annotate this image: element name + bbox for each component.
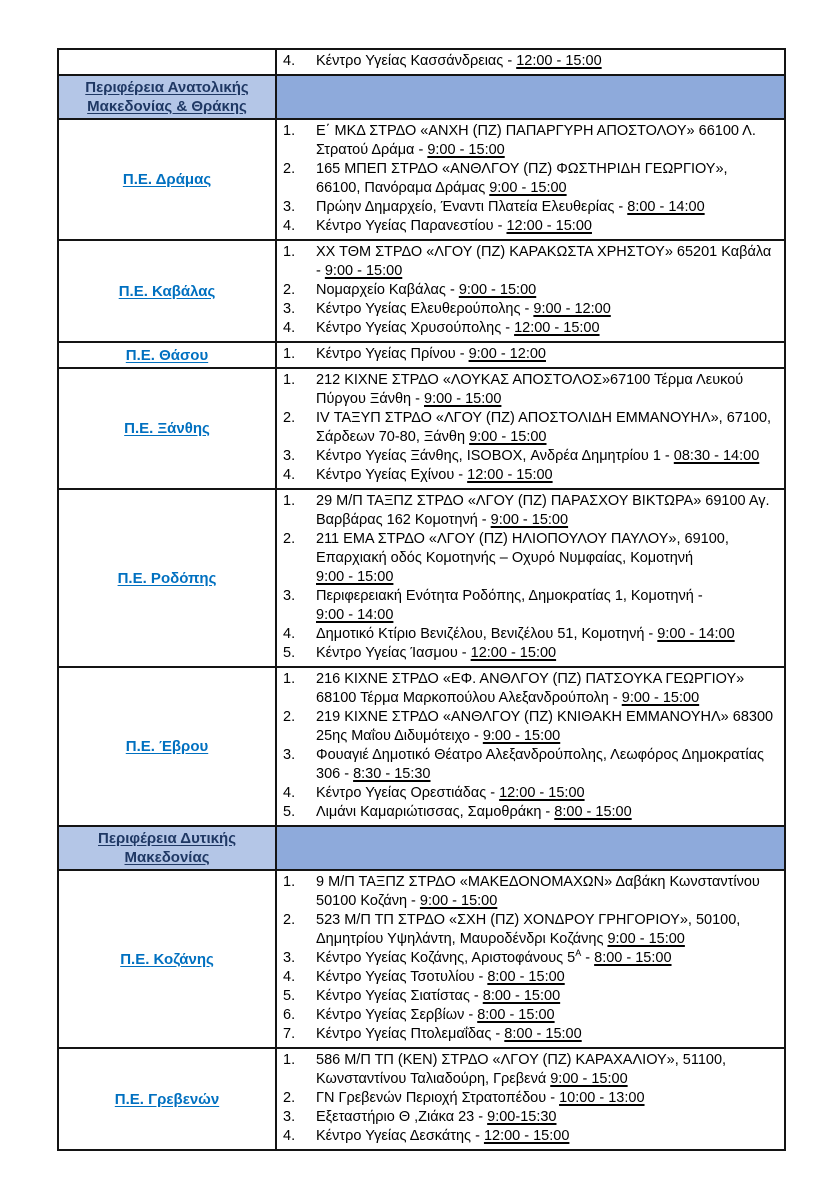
region-row bbox=[59, 488, 784, 666]
item-number: 5. bbox=[283, 988, 296, 1004]
location-name: Κέντρο Υγείας Κοζάνης, Αριστοφάνους 5 bbox=[316, 950, 576, 966]
location-name: Φουαγιέ Δημοτικό Θέατρο Αλεξανδρούπολης, Λεωφόρος Δημοκρατίας 306 - bbox=[316, 747, 764, 782]
item-number: 2. bbox=[283, 709, 296, 725]
section-header-right-cell bbox=[277, 827, 784, 869]
location-text bbox=[316, 1025, 776, 1044]
location-name: 9 Μ/Π ΤΑΞΠΖ ΣΤΡΔΟ «ΜΑΚΕΔΟΝΟΜΑΧΩΝ» Δαβάκη Κωνσταντίνου 50100 Κοζάνη - bbox=[316, 874, 760, 909]
item-number: 4. bbox=[283, 1128, 296, 1144]
visit-hours: 10:00 - 13:00 bbox=[559, 1090, 645, 1106]
location-name: Δημοτικό Κτίριο Βενιζέλου, Βενιζέλου 51, Κομοτηνή - bbox=[316, 626, 658, 642]
location-item bbox=[283, 319, 776, 338]
locations-cell bbox=[277, 343, 784, 367]
region-row bbox=[59, 666, 784, 825]
section-header-link[interactable]: Περιφέρεια Ανατολικής Μακεδονίας & Θράκης bbox=[85, 79, 249, 115]
regions-table bbox=[57, 48, 786, 1151]
location-item bbox=[283, 371, 776, 409]
region-cell bbox=[59, 369, 277, 488]
visit-hours: 9:00 - 15:00 bbox=[316, 569, 394, 585]
item-number: 2. bbox=[283, 282, 296, 298]
item-number: 4. bbox=[283, 785, 296, 801]
visit-hours: 9:00 - 15:00 bbox=[489, 180, 567, 196]
item-number: 1. bbox=[283, 874, 296, 890]
visit-hours: 9:00 - 15:00 bbox=[490, 512, 569, 528]
section-header-link[interactable]: Περιφέρεια Δυτικής Μακεδονίας bbox=[98, 830, 236, 866]
location-item bbox=[283, 1127, 776, 1146]
superscript-letter: Α bbox=[575, 948, 582, 959]
item-number: 1. bbox=[283, 1052, 296, 1068]
region-cell bbox=[59, 871, 277, 1047]
section-header-row bbox=[59, 74, 784, 118]
location-name: 523 Μ/Π ΤΠ ΣΤΡΔΟ «ΣΧΗ (ΠΖ) ΧΟΝΔΡΟΥ ΓΡΗΓΟΡΙΟΥ», 50100, Δημητρίου Υψηλάντη, Μαυροδένδρι Κοζάνης bbox=[316, 912, 741, 947]
item-number: 3. bbox=[283, 588, 296, 604]
location-text bbox=[316, 319, 776, 338]
separator-dash: - bbox=[581, 950, 595, 966]
location-name: Περιφερειακή Ενότητα Ροδόπης, Δημοκρατίας 1, Κομοτηνή - bbox=[316, 588, 703, 604]
visit-hours: 9:00 - 15:00 bbox=[550, 1071, 628, 1087]
visit-hours: 8:00 - 15:00 bbox=[594, 950, 672, 966]
item-number: 2. bbox=[283, 912, 296, 928]
visit-hours: 9:00-15:30 bbox=[487, 1109, 557, 1125]
location-item bbox=[283, 409, 776, 447]
location-text bbox=[316, 300, 776, 319]
location-name: 29 Μ/Π ΤΑΞΠΖ ΣΤΡΔΟ «ΛΓΟΥ (ΠΖ) ΠΑΡΑΣΧΟΥ ΒΙΚΤΩΡΑ» 69100 Αγ. Βαρβάρας 162 Κομοτηνή - bbox=[316, 493, 770, 528]
location-name: Κέντρο Υγείας Χρυσούπολης - bbox=[316, 320, 515, 336]
region-row bbox=[59, 1047, 784, 1149]
visit-hours: 12:00 - 15:00 bbox=[467, 467, 553, 483]
visit-hours: 12:00 - 15:00 bbox=[506, 218, 592, 234]
location-text bbox=[316, 587, 776, 625]
location-item bbox=[283, 217, 776, 236]
locations-cell bbox=[277, 490, 784, 666]
location-name: ΓΝ Γρεβενών Περιοχή Στρατοπέδου - bbox=[316, 1090, 560, 1106]
locations-cell bbox=[277, 1049, 784, 1149]
location-item bbox=[283, 122, 776, 160]
location-text bbox=[316, 409, 776, 447]
location-item bbox=[283, 1006, 776, 1025]
region-link[interactable]: Π.Ε. Καβάλας bbox=[118, 282, 216, 300]
location-text bbox=[316, 160, 776, 198]
location-text bbox=[316, 708, 776, 746]
location-item bbox=[283, 447, 776, 466]
region-link[interactable]: Π.Ε. Ροδόπης bbox=[117, 569, 217, 587]
locations-cell bbox=[277, 241, 784, 341]
locations-cell bbox=[277, 120, 784, 239]
location-text bbox=[316, 1089, 776, 1108]
item-number: 4. bbox=[283, 467, 296, 483]
location-text bbox=[316, 1051, 776, 1089]
location-text bbox=[316, 644, 776, 663]
location-item bbox=[283, 198, 776, 217]
visit-hours: 9:00 - 15:00 bbox=[621, 690, 700, 706]
locations-cell bbox=[277, 668, 784, 825]
visit-hours: 8:00 - 14:00 bbox=[627, 199, 705, 215]
visit-hours: 9:00 - 15:00 bbox=[424, 391, 502, 407]
location-text bbox=[316, 1127, 776, 1146]
region-link[interactable]: Π.Ε. Θάσου bbox=[125, 346, 209, 364]
location-name: Νομαρχείο Καβάλας - bbox=[316, 282, 459, 298]
visit-hours: 9:00 - 12:00 bbox=[533, 301, 611, 317]
visit-hours: 9:00 - 15:00 bbox=[427, 142, 505, 158]
item-number: 1. bbox=[283, 671, 296, 687]
region-link[interactable]: Π.Ε. Κοζάνης bbox=[120, 950, 214, 968]
visit-hours: 12:00 - 15:00 bbox=[483, 1128, 570, 1144]
location-item bbox=[283, 987, 776, 1006]
location-name: Κέντρο Υγείας Τσοτυλίου - bbox=[316, 969, 488, 985]
item-number: 4. bbox=[283, 969, 296, 985]
location-item bbox=[283, 1025, 776, 1044]
location-item bbox=[283, 530, 776, 587]
location-item bbox=[283, 784, 776, 803]
location-item bbox=[283, 300, 776, 319]
section-header-row bbox=[59, 825, 784, 869]
region-cell bbox=[59, 1049, 277, 1149]
location-item bbox=[283, 803, 776, 822]
location-text bbox=[316, 873, 776, 911]
location-name: 216 ΚΙΧΝΕ ΣΤΡΔΟ «ΕΦ. ΑΝΘΛΓΟΥ (ΠΖ) ΠΑΤΣΟΥΚΑ ΓΕΩΡΓΙΟΥ» 68100 Τέρμα Μαρκοπούλου Αλεξανδρούπολη - bbox=[316, 671, 745, 706]
location-name: Κέντρο Υγείας Πρίνου - bbox=[316, 346, 469, 362]
location-text bbox=[316, 371, 776, 409]
visit-hours: 08:30 - 14:00 bbox=[673, 448, 760, 464]
region-link[interactable]: Π.Ε. Έβρου bbox=[125, 738, 209, 755]
location-text bbox=[316, 911, 776, 949]
location-item bbox=[283, 466, 776, 485]
item-number: 1. bbox=[283, 346, 296, 362]
region-row bbox=[59, 869, 784, 1047]
location-text bbox=[316, 949, 776, 968]
location-text bbox=[316, 198, 776, 217]
visit-hours: 8:00 - 15:00 bbox=[487, 969, 565, 985]
region-link[interactable]: Π.Ε. Γρεβενών bbox=[114, 1090, 220, 1108]
item-number: 2. bbox=[283, 410, 296, 426]
location-name: Κέντρο Υγείας Ελευθερούπολης - bbox=[316, 301, 534, 317]
visit-hours: 8:00 - 15:00 bbox=[554, 804, 632, 820]
location-text bbox=[316, 122, 776, 160]
location-text bbox=[316, 746, 776, 784]
location-item bbox=[283, 160, 776, 198]
location-item bbox=[283, 873, 776, 911]
visit-hours: 12:00 - 15:00 bbox=[516, 53, 602, 69]
location-text bbox=[316, 217, 776, 236]
item-number: 4. bbox=[283, 320, 296, 336]
region-cell bbox=[59, 668, 277, 825]
item-number: 2. bbox=[283, 1090, 296, 1106]
location-text bbox=[316, 281, 776, 300]
location-item bbox=[283, 746, 776, 784]
location-name: Εξεταστήριο Θ ,Ζιάκα 23 - bbox=[316, 1109, 488, 1125]
item-number: 5. bbox=[283, 645, 296, 661]
visit-hours: 8:00 - 15:00 bbox=[482, 988, 561, 1004]
visit-hours: 9:00 - 15:00 bbox=[419, 893, 498, 909]
location-item bbox=[283, 644, 776, 663]
visit-hours: 9:00 - 14:00 bbox=[657, 626, 735, 642]
item-number: 7. bbox=[283, 1026, 296, 1042]
section-header-right-cell bbox=[277, 76, 784, 118]
location-item bbox=[283, 492, 776, 530]
location-item bbox=[283, 345, 776, 364]
visit-hours: 9:00 - 12:00 bbox=[468, 346, 546, 362]
visit-hours: 12:00 - 15:00 bbox=[470, 645, 557, 661]
section-header-cell bbox=[59, 827, 277, 869]
location-name: Κέντρο Υγείας Ξάνθης, ISOBOX, Ανδρέα Δημητρίου 1 - bbox=[316, 448, 674, 464]
location-item bbox=[283, 670, 776, 708]
location-text bbox=[316, 492, 776, 530]
location-text bbox=[316, 784, 776, 803]
location-name: 165 ΜΠΕΠ ΣΤΡΔΟ «ΑΝΘΛΓΟΥ (ΠΖ) ΦΩΣΤΗΡΙΔΗ ΓΕΩΡΓΙΟΥ», 66100, Πανόραμα Δράμας bbox=[316, 161, 728, 196]
location-name: Κέντρο Υγείας Κασσάνδρειας - bbox=[316, 53, 517, 69]
item-number: 1. bbox=[283, 372, 296, 388]
item-number: 6. bbox=[283, 1007, 296, 1023]
item-number: 5. bbox=[283, 804, 296, 820]
item-number: 2. bbox=[283, 161, 296, 177]
location-text bbox=[316, 803, 776, 822]
location-name: Κέντρο Υγείας Ορεστιάδας - bbox=[316, 785, 500, 801]
location-item bbox=[283, 1108, 776, 1127]
location-name: ΧΧ ΤΘΜ ΣΤΡΔΟ «ΛΓΟΥ (ΠΖ) ΚΑΡΑΚΩΣΤΑ ΧΡΗΣΤΟΥ» 65201 Καβάλα - bbox=[316, 244, 772, 279]
visit-hours: 8:00 - 15:00 bbox=[504, 1026, 582, 1042]
location-text bbox=[316, 968, 776, 987]
item-number: 3. bbox=[283, 950, 296, 966]
visit-hours: 12:00 - 15:00 bbox=[499, 785, 585, 801]
location-text bbox=[316, 987, 776, 1006]
location-text bbox=[316, 670, 776, 708]
item-number: 1. bbox=[283, 123, 296, 139]
location-item bbox=[283, 708, 776, 746]
item-number: 3. bbox=[283, 301, 296, 317]
item-number: 3. bbox=[283, 199, 296, 215]
region-row bbox=[59, 50, 784, 74]
locations-cell bbox=[277, 369, 784, 488]
locations-cell bbox=[277, 50, 784, 74]
region-row bbox=[59, 118, 784, 239]
region-cell bbox=[59, 50, 277, 74]
visit-hours: 9:00 - 15:00 bbox=[482, 728, 561, 744]
region-cell bbox=[59, 241, 277, 341]
item-number: 3. bbox=[283, 1109, 296, 1125]
item-number: 2. bbox=[283, 531, 296, 547]
section-header-cell bbox=[59, 76, 277, 118]
visit-hours: 9:00 - 15:00 bbox=[607, 931, 685, 947]
location-item bbox=[283, 1089, 776, 1108]
item-number: 3. bbox=[283, 448, 296, 464]
visit-hours: 9:00 - 15:00 bbox=[469, 429, 547, 445]
location-item bbox=[283, 587, 776, 625]
location-name: 219 ΚΙΧΝΕ ΣΤΡΔΟ «ΑΝΘΛΓΟΥ (ΠΖ) ΚΝΙΘΑΚΗ ΕΜΜΑΝΟΥΗΛ» 68300 25ης Μαΐου Διδυμότειχο - bbox=[316, 709, 774, 744]
region-link[interactable]: Π.Ε. Δράμας bbox=[122, 171, 212, 188]
region-row bbox=[59, 239, 784, 341]
item-number: 1. bbox=[283, 244, 296, 260]
location-name: Ε΄ ΜΚΔ ΣΤΡΔΟ «ΑΝΧΗ (ΠΖ) ΠΑΠΑΡΓΥΡΗ ΑΠΟΣΤΟΛΟΥ» 66100 Λ. Στρατού Δράμα - bbox=[316, 123, 756, 158]
location-text bbox=[316, 447, 776, 466]
visit-hours: 9:00 - 15:00 bbox=[324, 263, 403, 279]
location-item bbox=[283, 911, 776, 949]
region-link[interactable]: Π.Ε. Ξάνθης bbox=[124, 420, 210, 437]
item-number: 4. bbox=[283, 53, 296, 69]
location-text bbox=[316, 625, 776, 644]
location-name: Λιμάνι Καμαριώτισσας, Σαμοθράκη - bbox=[316, 804, 555, 820]
item-number: 1. bbox=[283, 493, 296, 509]
location-item bbox=[283, 52, 776, 71]
visit-hours: 12:00 - 15:00 bbox=[514, 320, 600, 336]
location-text bbox=[316, 530, 776, 587]
location-item bbox=[283, 625, 776, 644]
location-name: Κέντρο Υγείας Εχίνου - bbox=[316, 467, 468, 483]
location-text bbox=[316, 1108, 776, 1127]
location-text bbox=[316, 52, 776, 71]
location-item bbox=[283, 1051, 776, 1089]
location-name: Πρώην Δημαρχείο, Έναντι Πλατεία Ελευθερίας - bbox=[316, 199, 628, 215]
item-number: 4. bbox=[283, 626, 296, 642]
location-item bbox=[283, 968, 776, 987]
item-number: 3. bbox=[283, 747, 296, 763]
location-item bbox=[283, 243, 776, 281]
location-name: Κέντρο Υγείας Παρανεστίου - bbox=[316, 218, 507, 234]
region-cell bbox=[59, 120, 277, 239]
location-name: Κέντρο Υγείας Πτολεμαΐδας - bbox=[316, 1026, 505, 1042]
location-name: 212 ΚΙΧΝΕ ΣΤΡΔΟ «ΛΟΥΚΑΣ ΑΠΟΣΤΟΛΟΣ»67100 Τέρμα Λευκού Πύργου Ξάνθη - bbox=[316, 372, 744, 407]
region-cell bbox=[59, 490, 277, 666]
location-name: 211 ΕΜΑ ΣΤΡΔΟ «ΛΓΟΥ (ΠΖ) ΗΛΙΟΠΟΥΛΟΥ ΠΑΥΛΟΥ», 69100, Επαρχιακή οδός Κομοτηνής – Οχυρό Νυμφαίας, Κομοτηνή bbox=[316, 531, 729, 566]
location-name: 586 Μ/Π ΤΠ (ΚΕΝ) ΣΤΡΔΟ «ΛΓΟΥ (ΠΖ) ΚΑΡΑΧΑΛΙΟΥ», 51100, Κωνσταντίνου Ταλιαδούρη, Γρεβενά bbox=[316, 1052, 727, 1087]
visit-hours: 8:00 - 15:00 bbox=[477, 1007, 555, 1023]
location-name: IV ΤΑΞΥΠ ΣΤΡΔΟ «ΛΓΟΥ (ΠΖ) ΑΠΟΣΤΟΛΙΔΗ ΕΜΜΑΝΟΥΗΛ», 67100, Σάρδεων 70-80, Ξάνθη bbox=[316, 410, 772, 445]
location-text bbox=[316, 1006, 776, 1025]
locations-cell bbox=[277, 871, 784, 1047]
visit-hours: 9:00 - 15:00 bbox=[458, 282, 537, 298]
location-name: Κέντρο Υγείας Δεσκάτης - bbox=[316, 1128, 484, 1144]
location-name: Κέντρο Υγείας Σιατίστας - bbox=[316, 988, 483, 1004]
location-text bbox=[316, 466, 776, 485]
location-text bbox=[316, 243, 776, 281]
location-item bbox=[283, 281, 776, 300]
location-name: Κέντρο Υγείας Ίασμου - bbox=[316, 645, 471, 661]
visit-hours: 9:00 - 14:00 bbox=[316, 607, 394, 623]
location-name: Κέντρο Υγείας Σερβίων - bbox=[316, 1007, 478, 1023]
visit-hours: 8:30 - 15:30 bbox=[353, 766, 431, 782]
location-item bbox=[283, 949, 776, 968]
location-text bbox=[316, 345, 776, 364]
item-number: 4. bbox=[283, 218, 296, 234]
region-row bbox=[59, 341, 784, 367]
region-row bbox=[59, 367, 784, 488]
region-cell bbox=[59, 343, 277, 367]
